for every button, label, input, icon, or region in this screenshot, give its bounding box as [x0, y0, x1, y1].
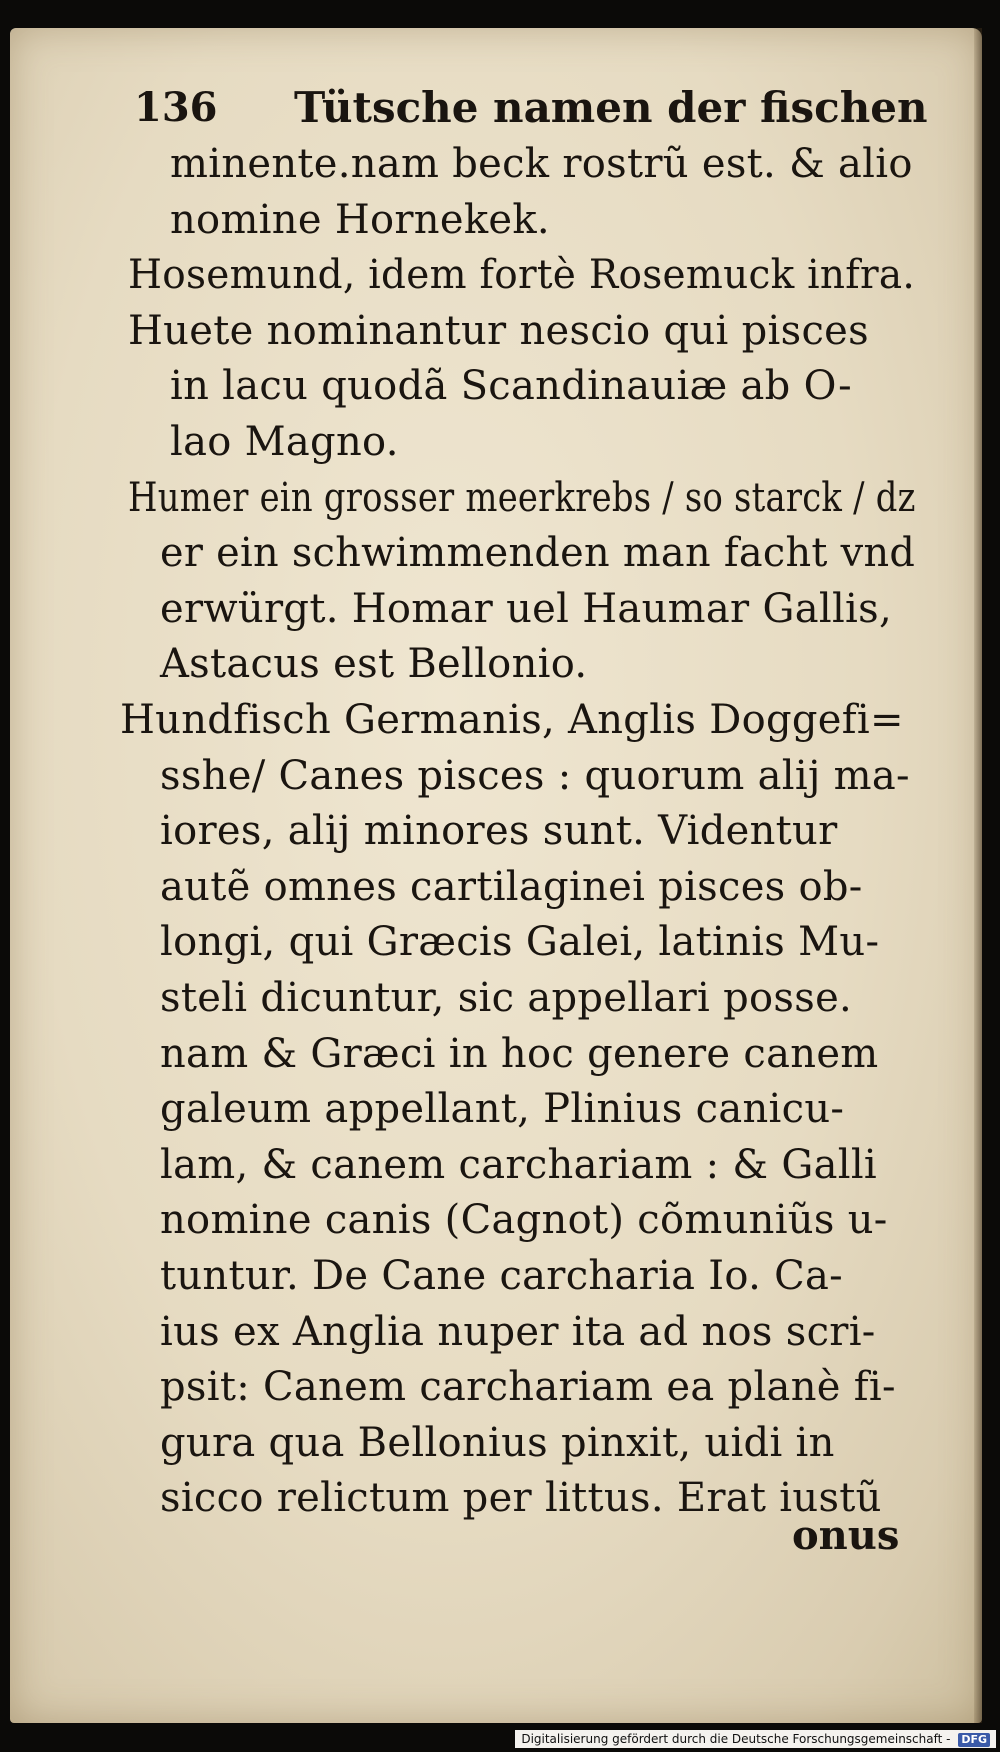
- text-line: minente.nam beck rostrũ est. & alio: [170, 141, 913, 187]
- text-line: galeum appellant, Plinius canicu-: [160, 1086, 845, 1132]
- running-title: Tütsche namen der fischen: [294, 83, 928, 132]
- text-line: autẽ omnes cartilaginei pisces ob-: [160, 864, 863, 910]
- text-line: sshe/ Canes pisces : quorum alij ma-: [160, 753, 910, 799]
- text-line: Huete nominantur nescio qui pisces: [128, 308, 869, 354]
- text-line: tuntur. De Cane carcharia Io. Ca-: [160, 1253, 843, 1299]
- catchword: onus: [792, 1512, 900, 1559]
- text-line: longi, qui Græcis Galei, latinis Mu-: [160, 919, 880, 965]
- text-line: Hundfisch Germanis, Anglis Doggefi=: [120, 697, 904, 743]
- text-line: er ein schwimmenden man facht vnd: [160, 530, 916, 576]
- page-number: 136: [134, 84, 218, 131]
- text-line: Hosemund, idem fortè Rosemuck infra.: [128, 252, 916, 298]
- text-line: nomine canis (Cagnot) cõmuniũs u-: [160, 1197, 888, 1243]
- text-line: Astacus est Bellonio.: [160, 641, 588, 687]
- text-line: Humer ein grosser meerkrebs / so starck / dz: [128, 475, 916, 521]
- book-page: [10, 28, 982, 1723]
- text-line: erwürgt. Homar uel Haumar Gallis,: [160, 586, 892, 632]
- text-line: gura qua Bellonius pinxit, uidi in: [160, 1420, 835, 1466]
- credit-text: Digitalisierung gefördert durch die Deutsche Forschungsgemeinschaft -: [521, 1732, 951, 1746]
- text-line: lao Magno.: [170, 419, 399, 465]
- text-line: ius ex Anglia nuper ita ad nos scri-: [160, 1309, 876, 1355]
- text-block: [10, 28, 982, 1723]
- text-line: iores, alij minores sunt. Videntur: [160, 808, 838, 854]
- text-line: psit: Canem carchariam ea planè fi-: [160, 1364, 896, 1410]
- dfg-logo-badge: DFG: [958, 1733, 990, 1747]
- text-line: lam, & canem carchariam : & Galli: [160, 1142, 878, 1188]
- text-line: steli dicuntur, sic appellari posse.: [160, 975, 853, 1021]
- text-line: nomine Hornekek.: [170, 197, 550, 243]
- text-line: sicco relictum per littus. Erat iustũ: [160, 1475, 882, 1521]
- digitization-credit: [515, 1730, 996, 1748]
- text-line: nam & Græci in hoc genere canem: [160, 1031, 879, 1077]
- text-line: in lacu quodã Scandinauiæ ab O-: [170, 363, 852, 409]
